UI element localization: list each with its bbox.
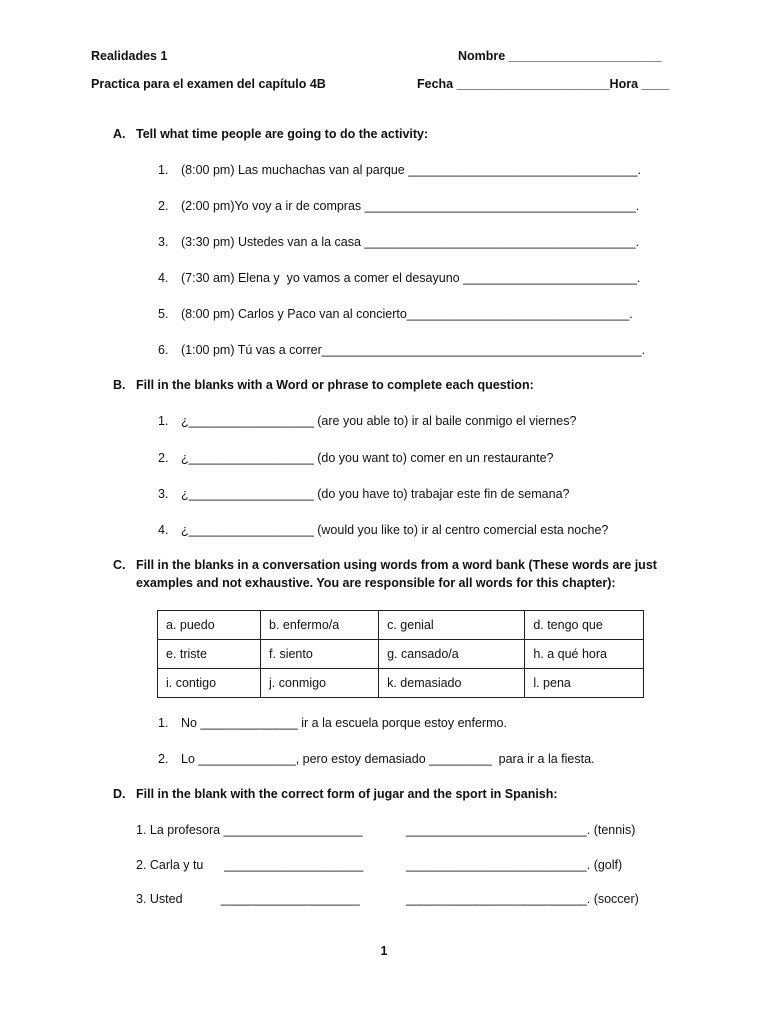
word-bank-cell: k. demasiado: [379, 669, 525, 698]
section-b-item-number: 3.: [158, 487, 169, 501]
word-bank-cell: e. triste: [158, 640, 261, 669]
section-a-item-text: (1:00 pm) Tú vas a correr______________________________________________.: [181, 343, 646, 357]
section-a-item-number: 1.: [158, 163, 169, 177]
section-d-item-subject: 2. Carla y tu ____________________: [136, 858, 364, 872]
section-d-item-subject: 1. La profesora ____________________: [136, 823, 363, 837]
section-b-item-text: ¿__________________ (do you have to) trabajar este fin de semana?: [181, 487, 570, 501]
section-a-item-number: 4.: [158, 271, 169, 285]
section-b-item-number: 4.: [158, 523, 169, 537]
section-d-letter: D.: [113, 787, 126, 801]
page-number: 1: [380, 944, 388, 958]
section-c-item-number: 2.: [158, 752, 169, 766]
section-c-item-number: 1.: [158, 716, 169, 730]
section-c-letter: C.: [113, 558, 126, 572]
section-c-heading-line-2: examples and not exhaustive. You are responsible for all words for this chapter):: [136, 576, 616, 590]
word-bank-table: [157, 610, 644, 697]
section-d-item-subject: 3. Usted ____________________: [136, 892, 360, 906]
word-bank-row: [158, 611, 644, 640]
section-c-item-text: Lo ______________, pero estoy demasiado _________ para ir a la fiesta.: [181, 752, 595, 766]
section-c-heading-line-1: Fill in the blanks in a conversation using words from a word bank (These words are just: [136, 558, 657, 572]
word-bank-cell: h. a qué hora: [525, 640, 644, 669]
section-d-item-answer: __________________________. (tennis): [406, 823, 636, 837]
date-hour-field-label: Fecha ______________________Hora ____: [417, 77, 670, 91]
section-a-item-text: (8:00 pm) Las muchachas van al parque _________________________________.: [181, 163, 642, 177]
section-d-item-answer: __________________________. (soccer): [406, 892, 639, 906]
section-a-item-text: (2:00 pm)Yo voy a ir de compras _______________________________________.: [181, 199, 640, 213]
section-a-item-number: 5.: [158, 307, 169, 321]
section-b-heading: Fill in the blanks with a Word or phrase to complete each question:: [136, 378, 534, 392]
section-a-item-number: 3.: [158, 235, 169, 249]
section-b-item-number: 1.: [158, 414, 169, 428]
section-a-heading: Tell what time people are going to do the activity:: [136, 127, 429, 141]
section-b-item-text: ¿__________________ (would you like to) ir al centro comercial esta noche?: [181, 523, 609, 537]
worksheet-title: Practica para el examen del capítulo 4B: [91, 77, 326, 91]
section-b-letter: B.: [113, 378, 126, 392]
word-bank-cell: d. tengo que: [525, 611, 644, 640]
section-b-item-text: ¿__________________ (are you able to) ir al baile conmigo el viernes?: [181, 414, 577, 428]
section-a-item-number: 2.: [158, 199, 169, 213]
word-bank-cell: c. genial: [379, 611, 525, 640]
word-bank-cell: j. conmigo: [261, 669, 379, 698]
section-d-heading: Fill in the blank with the correct form of jugar and the sport in Spanish:: [136, 787, 558, 801]
word-bank-row: [158, 640, 644, 669]
word-bank-cell: l. pena: [525, 669, 644, 698]
section-a-item-text: (8:00 pm) Carlos y Paco van al concierto________________________________.: [181, 307, 633, 321]
word-bank-row: [158, 669, 644, 698]
word-bank-cell: a. puedo: [158, 611, 261, 640]
section-a-item-number: 6.: [158, 343, 169, 357]
name-field-label: Nombre ______________________: [458, 49, 662, 63]
word-bank-cell: i. contigo: [158, 669, 261, 698]
word-bank-cell: f. siento: [261, 640, 379, 669]
section-a-letter: A.: [113, 127, 126, 141]
section-a-item-text: (7:30 am) Elena y yo vamos a comer el desayuno _________________________.: [181, 271, 641, 285]
book-title: Realidades 1: [91, 49, 168, 63]
section-b-item-number: 2.: [158, 451, 169, 465]
section-b-item-text: ¿__________________ (do you want to) comer en un restaurante?: [181, 451, 554, 465]
section-d-item-answer: __________________________. (golf): [406, 858, 623, 872]
word-bank-cell: b. enfermo/a: [261, 611, 379, 640]
section-a-item-text: (3:30 pm) Ustedes van a la casa _______________________________________.: [181, 235, 640, 249]
word-bank-cell: g. cansado/a: [379, 640, 525, 669]
section-c-item-text: No ______________ ir a la escuela porque estoy enfermo.: [181, 716, 507, 730]
